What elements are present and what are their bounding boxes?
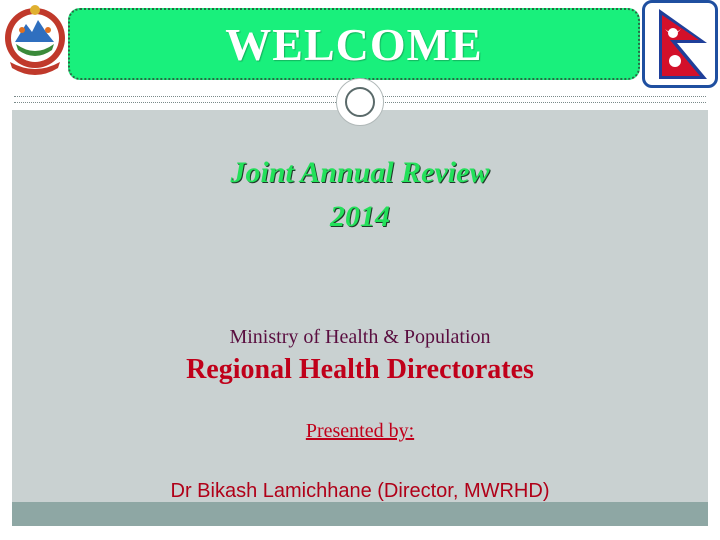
footer-bar: [12, 502, 708, 526]
slide-content: [12, 110, 708, 502]
nepal-government-emblem-icon: [2, 2, 68, 82]
presenter-name: Dr Bikash Lamichhane (Director, MWRHD): [170, 480, 550, 502]
divider-ornament: [336, 78, 384, 126]
flag-frame: [642, 0, 718, 88]
welcome-title: WELCOME: [225, 18, 483, 70]
ministry-name: Ministry of Health & Population: [229, 326, 491, 348]
review-title-line1: Joint Annual Review: [230, 156, 490, 189]
welcome-banner: [68, 8, 640, 80]
review-title-year: 2014: [330, 200, 390, 233]
directorate-name: Regional Health Directorates: [186, 354, 534, 385]
nepal-flag-icon: [645, 3, 715, 85]
divider-ornament-ring: [345, 87, 375, 117]
presented-by-label: Presented by:: [305, 420, 415, 442]
